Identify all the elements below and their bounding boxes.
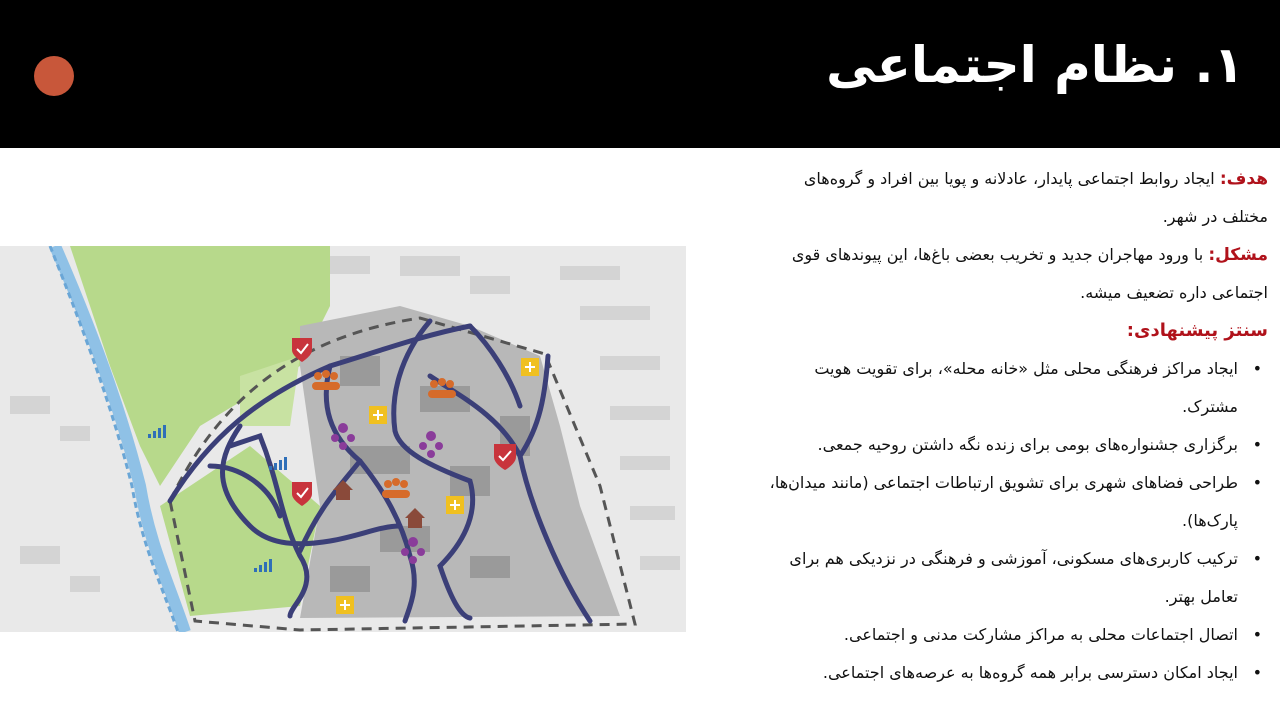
list-item-text-cont: پارک‌ها).	[1181, 511, 1238, 530]
plus-icon	[369, 406, 387, 424]
problem-label: مشکل:	[1208, 245, 1268, 265]
problem-text: با ورود مهاجران جدید و تخریب بعضی باغ‌ها، این پیوندهای قوی	[791, 245, 1204, 264]
plus-icon	[446, 496, 464, 514]
list-item-text-cont: تعامل بهتر.	[1164, 587, 1238, 606]
slide-title: ۱. نظام اجتماعی	[826, 36, 1244, 94]
plus-icon	[336, 596, 354, 614]
list-item	[728, 464, 1268, 540]
goal-line-2: مختلف در شهر.	[1162, 207, 1268, 226]
list-item-text: • ایجاد امکان دسترسی برابر همه گروه‌ها به عرصه‌های اجتماعی.	[822, 663, 1238, 682]
list-item-text: • برگزاری جشنواره‌های بومی برای زنده نگه داشتن روحیه جمعی.	[817, 435, 1238, 454]
list-item-text-cont: مشترک.	[1182, 397, 1238, 416]
goal-label: هدف:	[1219, 169, 1268, 189]
list-item	[728, 616, 1268, 654]
list-item-text: • طراحی فضاهای شهری برای تشویق ارتباطات اجتماعی (مانند میدان‌ها،	[769, 473, 1238, 492]
problem-line	[728, 236, 1268, 274]
problem-line-2: اجتماعی داره تضعیف میشه.	[1080, 283, 1268, 302]
accent-circle	[34, 56, 74, 96]
synthesis-heading: سنتز پیشنهادی:	[1126, 320, 1268, 341]
slide-header	[0, 0, 1280, 148]
list-item	[728, 350, 1268, 426]
content-text	[728, 160, 1268, 692]
synthesis-list	[728, 350, 1268, 692]
list-item-text: • ترکیب کاربری‌های مسکونی، آموزشی و فرهنگی در نزدیکی هم برای	[789, 549, 1238, 568]
list-item-text: • ایجاد مراکز فرهنگی محلی مثل «خانه محله»، برای تقویت هویت	[814, 359, 1238, 378]
list-item	[728, 540, 1268, 616]
list-item	[728, 426, 1268, 464]
list-item	[728, 654, 1268, 692]
list-item-text: • اتصال اجتماعات محلی به مراکز مشارکت مدنی و اجتماعی.	[843, 625, 1238, 644]
goal-text: ایجاد روابط اجتماعی پایدار، عادلانه و پویا بین افراد و گروه‌های	[803, 169, 1215, 188]
neighborhood-map	[0, 246, 686, 632]
plus-icon	[521, 358, 539, 376]
goal-line	[728, 160, 1268, 198]
